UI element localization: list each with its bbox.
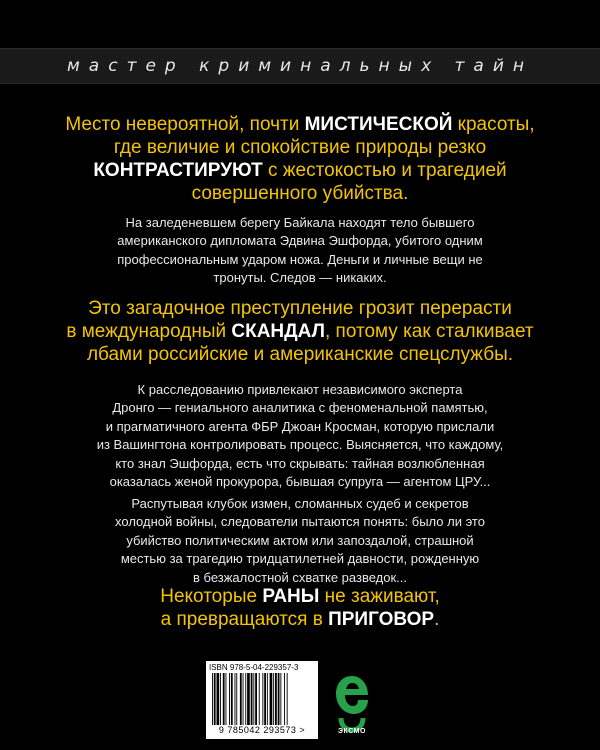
barcode-stripe: [251, 673, 253, 725]
barcode-stripe: [253, 673, 254, 725]
barcode-stripe: [223, 673, 225, 725]
hook-2: [60, 297, 540, 366]
paragraph-line: Дронго — гениального аналитика с феноменальной памятью,: [112, 400, 488, 416]
barcode-stripe: [220, 673, 221, 725]
barcode-stripe: [235, 673, 236, 725]
paragraph-line: и прагматичного агента ФБР Джоан Кросман, которую прислали: [105, 418, 495, 434]
barcode-stripe: [264, 673, 266, 725]
barcode-stripe: [214, 673, 216, 725]
hook-2-text: в международный: [66, 321, 232, 342]
paragraph-1: [100, 214, 500, 288]
barcode-bars: [212, 673, 312, 725]
paragraph-line: Распутывая клубок измен, сломанных судеб и секретов: [131, 496, 469, 511]
barcode-stripe: [247, 673, 250, 725]
paragraph-line: убийство политическим актом или запоздалой, страшной: [126, 532, 474, 548]
publisher-name: ЭКСМО: [338, 728, 366, 735]
paragraph-line: местью за трагедию тридцатилетней давности, рожденную: [120, 551, 480, 567]
paragraph-line: тронуты. Следов — никаких.: [213, 270, 387, 286]
barcode-stripe: [226, 673, 227, 725]
series-title: мастер криминальных тайн: [66, 56, 534, 76]
barcode-stripe: [284, 673, 285, 725]
paragraph-line: К расследованию привлекают независимого эксперта: [137, 382, 463, 397]
hook-1-emphasis: КОНТРАСТИРУЮТ: [93, 160, 263, 181]
barcode-stripe: [259, 673, 260, 725]
barcode-stripe: [270, 673, 273, 725]
hook-3-emphasis: ПРИГОВОР: [328, 609, 435, 630]
hook-1-text: совершенного убийства.: [191, 183, 409, 204]
paragraph-line: кто знал Эшфорда, есть что скрывать: тайная возлюбленная: [115, 455, 485, 471]
barcode-box: [206, 661, 318, 739]
hook-1-text: Место невероятной, почти: [65, 114, 305, 135]
barcode-stripe: [240, 673, 242, 725]
barcode-digits: 9 785042 293573 >: [218, 725, 306, 735]
paragraph-3: [100, 495, 500, 587]
hook-1-text: красоты,: [452, 114, 535, 135]
hook-1-text: где величие и спокойствие природы резко: [113, 137, 487, 158]
hook-3-text: а превращаются в: [160, 609, 329, 630]
hook-1-text: с жестокостью и трагедией: [262, 160, 507, 181]
hook-3: [60, 585, 540, 631]
barcode-stripe: [243, 673, 244, 725]
paragraph-line: в безжалостной схватке разведок...: [193, 569, 407, 585]
paragraph-line: оказалась женой прокурора, бывшая супруга — агентом ЦРУ...: [109, 474, 491, 490]
barcode-stripe: [278, 673, 280, 725]
barcode-stripe: [280, 673, 281, 725]
hook-2-text: , потому как сталкивает: [324, 321, 534, 342]
hook-2-text: Это загадочное преступление грозит перерасти: [88, 298, 512, 319]
barcode-stripe: [273, 673, 274, 725]
hook-3-text: не заживают,: [319, 586, 440, 607]
barcode-stripe: [287, 673, 288, 725]
paragraph-line: американского дипломата Эдвина Эшфорда, убитого одним: [117, 233, 483, 249]
barcode-stripe: [217, 673, 220, 725]
paragraph-line: профессиональным ударом ножа. Деньги и личные вещи не: [117, 251, 483, 267]
barcode-stripe: [236, 673, 237, 725]
barcode-stripe: [231, 673, 233, 725]
barcode-stripe: [255, 673, 257, 725]
barcode-stripe: [267, 673, 268, 725]
hook-1: [60, 113, 540, 205]
hook-1-emphasis: МИСТИЧЕСКОЙ: [304, 114, 453, 135]
barcode-stripe: [275, 673, 277, 725]
paragraph-line: холодной войны, следователи пытаются понять: было ли это: [115, 514, 485, 530]
barcode-stripe: [262, 673, 263, 725]
hook-3-text: .: [434, 609, 440, 630]
barcode-stripe: [212, 673, 213, 725]
paragraph-line: На заледеневшем берегу Байкала находят тело бывшего: [125, 215, 475, 230]
series-band: [0, 48, 600, 84]
hook-3-text: Некоторые: [160, 586, 263, 607]
hook-2-emphasis: СКАНДАЛ: [231, 321, 325, 342]
barcode-stripe: [245, 673, 246, 725]
isbn-label: ISBN 978-5-04-229357-3: [209, 663, 299, 672]
paragraph-line: из Вашингтона контролировать процесс. Выясняется, что каждому,: [96, 437, 504, 453]
hook-2-text: лбами российские и американские спецслужбы.: [86, 344, 514, 365]
paragraph-2: [90, 381, 510, 491]
barcode-stripe: [229, 673, 230, 725]
hook-3-emphasis: РАНЫ: [262, 586, 320, 607]
